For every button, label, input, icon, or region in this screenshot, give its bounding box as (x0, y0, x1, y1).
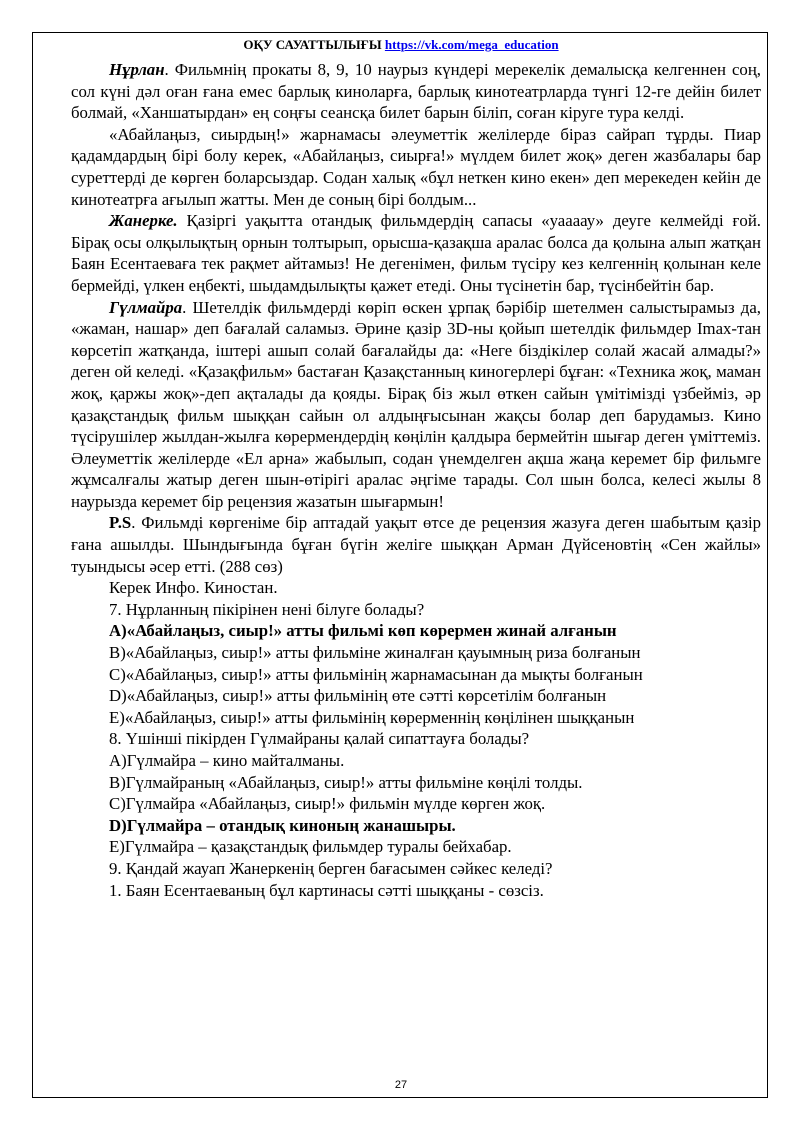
question-8-option-c: С)Гүлмайра «Абайлаңыз, сиыр!» фильмін мүлде көрген жоқ. (109, 794, 546, 814)
source-line: Керек Инфо. Киностан. (109, 578, 278, 598)
speaker-nurlan: Нұрлан (109, 60, 165, 79)
question-8-option-d: D)Гүлмайра – отандық киноның жанашыры. (109, 815, 456, 835)
document-body (71, 59, 761, 901)
question-8-option-e: Е)Гүлмайра – қазақстандық фильмдер туралы бейхабар. (109, 837, 512, 857)
question-9-option-1: 1. Баян Есентаеваның бұл картинасы сәтті шыққаны - сөзсіз. (109, 880, 544, 900)
question-7-option-b: В)«Абайлаңыз, сиыр!» атты фильміне жиналған қауымның риза болғанын (109, 643, 641, 663)
question-7-option-c: С)«Абайлаңыз, сиыр!» атты фильмінің жарнамасынан да мықты болғанын (109, 664, 643, 684)
page-frame (32, 32, 768, 1098)
question-7-option-a: А)«Абайлаңыз, сиыр!» атты фильмі көп көрермен жинай алғанын (109, 621, 617, 641)
question-8: 8. Үшінші пікірден Гүлмайраны қалай сипаттауға болады? (109, 729, 530, 749)
question-9: 9. Қандай жауап Жанеркенің берген бағасымен сәйкес келеді? (109, 858, 553, 878)
paragraph-ps-text: . Фильмді көргеніме бір аптадай уақыт өтсе де рецензия жазуға деген шабытым қазір ғана ашылды. Шындығында бұған бүгін желіге шыққан Арман Дүйсеновтің «Сен жайлы» туындысы әсер етті. (288 сөз) (71, 513, 761, 576)
paragraph-gulmaira (71, 297, 761, 513)
header-title: ОҚУ САУАТТЫЛЫҒЫ (243, 37, 382, 52)
header-link[interactable]: https://vk.com/mega_education (384, 37, 559, 52)
ps-label: P.S (109, 513, 132, 533)
speaker-gulmaira: Гүлмайра (109, 297, 183, 317)
question-7: 7. Нұрланның пікірінен нені білуге болады? (109, 599, 425, 619)
page-number: 27 (394, 1079, 408, 1091)
paragraph-nurlan (71, 59, 761, 124)
question-8-option-a: А)Гүлмайра – кино майталманы. (109, 751, 345, 770)
speaker-zhanerke: Жанерке. (109, 211, 178, 231)
question-7-option-d: D)«Абайлаңыз, сиыр!» атты фильмінің өте сәтті көрсетілім болғанын (109, 686, 607, 706)
page-header (33, 37, 769, 53)
paragraph-advert: «Абайлаңыз, сиырдың!» жарнамасы әлеуметтік желілерде біраз сайрап тұрды. Пиар қадамдардың бірі болу керек, «Абайлаңыз, сиырға!» мүлдем билет жоқ» деген жазбалары бар суреттерді де көрген боларсыздар. Содан халық «бұл неткен кино екен» деп мерекеден кейін де кинотеатрға ағылып жатты. Мен де соның бірі болдым... (71, 124, 761, 209)
paragraph-nurlan-text: . Фильмнің прокаты 8, 9, 10 наурыз күндері мерекелік демалысқа келгеннен соң, сол күні дәл оған ғана емес барлық киноларға, барлық кинотеатрларда түнгі 12-ге дейін билет болмай, «Ханшатырдан» ең соңғы сеансқа билет барын біліп, соған кіруге тура келді. (71, 60, 761, 123)
question-8-option-b: В)Гүлмайраның «Абайлаңыз, сиыр!» атты фильміне көңілі толды. (109, 772, 583, 792)
paragraph-zhanerke (71, 210, 761, 296)
paragraph-ps (71, 512, 761, 577)
paragraph-zhanerke-text: Қазіргі уақытта отандық фильмдердің сапасы «уаааау» деуге келмейді ғой. Бірақ осы олқылықтың орнын толтырып, орысша-қазақша аралас болса да қолына алып жатқан Баян Есентаеваға тек рақмет айтамыз! Не дегенімен, фильм түсіру кез келгеннің қолынан келе бермейді, үлкен еңбекті, шыдамдылықты қажет етеді. Оны түсінетін бар, түсінбейтін бар. (71, 211, 761, 295)
paragraph-gulmaira-text: . Шетелдік фильмдерді көріп өскен ұрпақ бәрібір шетелмен салыстырамыз да, «жаман, нашар» деп бағалай саламыз. Әрине қазір 3D-ны қойып шетелдік фильмдер Imax-тан көрсетіп жатқанда, іштері ашып солай бағалайды да: «Неге біздікілер солай жасай алмады?» деген ой келеді. «Қазақфильм» бастаған Қазақстанның киногерлері бұған: «Техника жоқ, маман жоқ, қаржы жоқ»-деп ақталады да қояды. Бірақ біз жыл өткен сайын үмітімізді үзбейміз, әр қазақстандық фильм шыққан сайын ол алдыңғысынан жақсы болар деп барудамыз. Кино түсірушілер жылдан-жылға көрермендердің көңілін қалдыра бермейтін шығар деген үміттеміз. Әлеуметтік желілерде «Ел арна» жабылып, содан үнемделген ақша жаңа керемет бір фильмге жұмсалғалы жатыр деген шын-өтірігі аралас әңгіме тарады. Сол шын болса, келесі жылы 8 наурызда керемет бір рецензия жазатын шығармын! (71, 297, 761, 511)
question-7-option-e: Е)«Абайлаңыз, сиыр!» атты фильмінің көрерменнің көңілінен шыққанын (109, 707, 635, 727)
